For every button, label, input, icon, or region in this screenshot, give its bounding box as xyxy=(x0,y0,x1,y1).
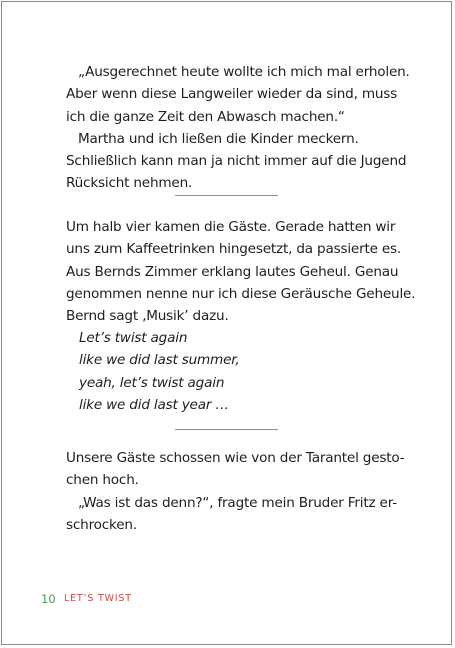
text-line: genommen nenne nur ich diese Geräusche Geheule. xyxy=(66,285,416,302)
text-line: Um halb vier kamen die Gäste. Gerade hatten wir xyxy=(66,219,396,235)
text-line: „Was ist das denn?“, fragte mein Bruder Fritz er- xyxy=(78,494,397,511)
text-line: „Ausgerechnet heute wollte ich mich mal erholen. xyxy=(78,64,410,80)
lyric-line: yeah, let’s twist again xyxy=(79,374,225,391)
paragraph-group-1 xyxy=(66,61,410,195)
lyric-line: like we did last summer, xyxy=(79,352,240,369)
text-line: Unsere Gäste schossen wie von der Tarantel gesto- xyxy=(66,450,405,466)
section-divider xyxy=(175,195,278,196)
text-line: Aus Bernds Zimmer erklang lautes Geheul. Genau xyxy=(66,263,399,280)
section-divider xyxy=(175,429,278,430)
text-line: ich die ganze Zeit den Abwasch machen.“ xyxy=(66,108,345,125)
text-line: Martha und ich ließen die Kinder meckern. xyxy=(78,130,359,147)
song-lyrics xyxy=(79,327,240,416)
paragraph-group-3 xyxy=(66,447,406,536)
text-line: chen hoch. xyxy=(66,472,139,489)
lyric-line: like we did last year … xyxy=(79,396,229,413)
text-line: Schließlich kann man ja nicht immer auf die Jugend xyxy=(66,153,407,170)
text-line: uns zum Kaffeetrinken hingesetzt, da passierte es. xyxy=(66,241,402,258)
text-line: schrocken. xyxy=(66,516,137,533)
page-number: 10 xyxy=(41,592,56,606)
text-line: Rücksicht nehmen. xyxy=(66,175,193,192)
text-line: Aber wenn diese Langweiler wieder da sind, muss xyxy=(66,86,398,103)
lyric-line: Let’s twist again xyxy=(79,330,188,346)
paragraph-group-2 xyxy=(66,216,416,327)
running-title: LET’S TWIST xyxy=(64,593,132,604)
text-line: Bernd sagt ‚Musik’ dazu. xyxy=(66,308,229,325)
